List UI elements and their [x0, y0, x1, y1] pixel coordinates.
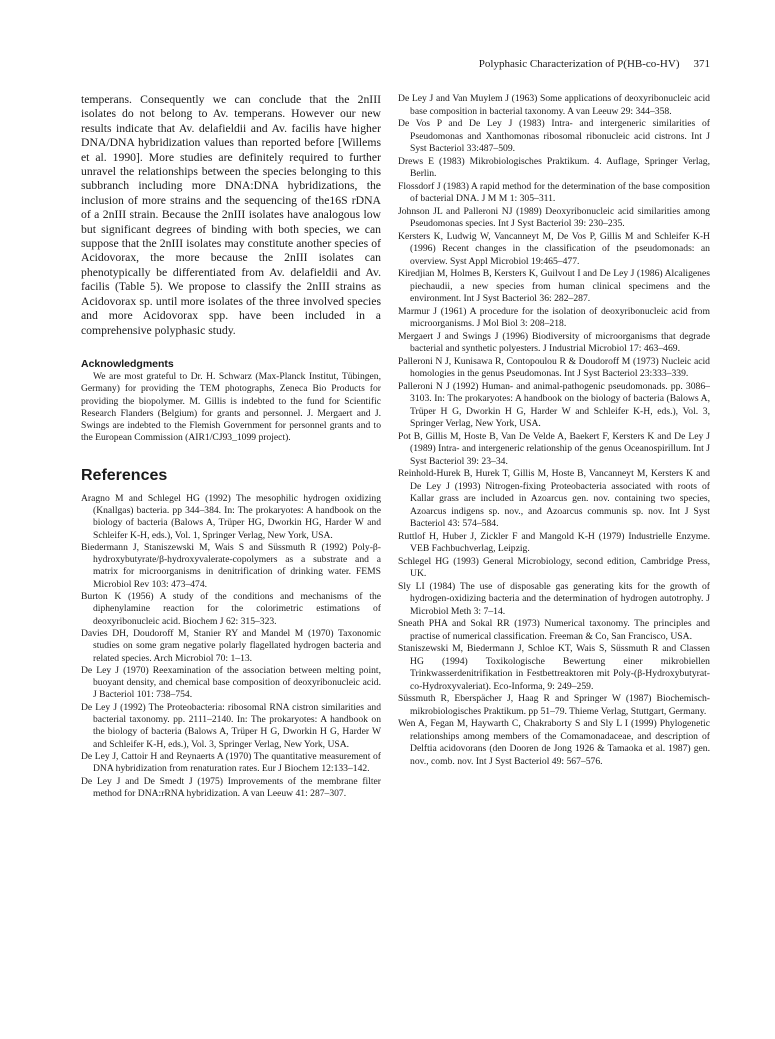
acknowledgments-text: We are most grateful to Dr. H. Schwarz (Max-Planck Institut, Tübingen, Germany) for providing the TEM photographs, Zeneca Bio Products for providing the biopolymer. M. Gillis is indebted to the fund for Scientific Research Flanders (Belgium) for grants and personnel. J. Mergaert and J. Swings are indebted to the Flemish Government for personnel grants and to the European Commission (AIR1/CJ93_1099 project).: [81, 370, 381, 444]
reference-entry: Burton K (1956) A study of the conditions and mechanisms of the diphenylamine reaction for the colorimetric estimations of deoxyribonucleic acid. Biochem J 62: 315–323.: [81, 591, 381, 627]
reference-entry: Kersters K, Ludwig W, Vancanneyt M, De Vos P, Gillis M and Schleifer K-H (1996) Recent changes in the classification of the pseudomonads: an overview. Syst Appl Microbiol 19:465–477.: [398, 230, 710, 267]
reference-entry: Biedermann J, Staniszewski M, Wais S and Süssmuth R (1992) Poly-β-hydroxybutyrate/β-hydroxyvalerate-copolymers as a substrate and a matrix for microorganisms in denitrification of drinking water. FEMS Microbiol Rev 103: 473–474.: [81, 541, 381, 590]
reference-entry: De Ley J and Van Muylem J (1963) Some applications of deoxyribonucleic acid base composition in bacterial taxonomy. A van Leeuw 29: 344–358.: [398, 93, 710, 117]
running-title: Polyphasic Characterization of P(HB-co-HV): [478, 58, 680, 70]
reference-entry: Wen A, Fegan M, Haywarth C, Chakraborty S and Sly L I (1999) Phylogenetic relationships among members of the Comamonadaceae, and description of Delftia acidovorans (den Dooren de Jong 1926 & Tamaoka et al. 1987) gen. nov., comb. nov. Int J Syst Bacteriol 49: 567–576.: [398, 718, 710, 767]
reference-entry: Palleroni N J, Kunisawa R, Contopoulou R & Doudoroff M (1973) Nucleic acid homologies in the genus Pseudomonas. Int J Syst Bacteriol 23:333–339.: [398, 355, 710, 379]
reference-entry: De Vos P and De Ley J (1983) Intra- and intergeneric similarities of Pseudomonas and Xanthomonas ribosomal ribonucleic acid cistrons. Int J Syst Bacteriol 33:487–509.: [398, 118, 710, 154]
discussion-paragraph: temperans. Consequently we can conclude that the 2nIII isolates do not belong to Av. temperans. However our new results indicate that Av. delafieldii and Av. facilis have higher DNA/DNA hybridization values than reported before [Willems et al. 1990]. More studies are definitely required to further unravel the relationships between the species belonging to this subbranch including more DNA:DNA hybridizations, the inclusion of more strains and the sequencing of the16S rDNA of a 2nIII strain. Because the 2nIII isolates have analogous low but significant degrees of binding with both species, we can suppose that the 2nIII isolates may constitute another species of Acidovorax, the more because the 2nIII isolates can phenotypically be differentiated from Av. delafieldii and Av. facilis (Table 5). We propose to classify the 2nIII strains as Acidovorax sp. until more isolates of the three involved species and more Acidovorax spp. have been included in a comprehensive polyphasic study.: [81, 93, 381, 337]
reference-entry: Mergaert J and Swings J (1996) Biodiversity of microorganisms that degrade bacterial and synthetic polyesters. J Industrial Microbiol 17: 463–469.: [398, 330, 710, 354]
references-heading: References: [81, 466, 168, 484]
reference-entry: Süssmuth R, Eberspächer J, Haag R and Springer W (1987) Biochemisch-mikrobiologisches Praktikum. pp 51–79. Thieme Verlag, Stuttgart, Germany.: [398, 693, 710, 717]
reference-entry: Ruttlof H, Huber J, Zickler F and Mangold K-H (1979) Industrielle Enzyme. VEB Fachbuchverlag, Leipzig.: [398, 530, 710, 554]
reference-entry: Sneath PHA and Sokal RR (1973) Numerical taxonomy. The principles and practise of numerical classification. Freeman & Co, San Francisco, USA.: [398, 618, 710, 642]
reference-entry: De Ley J and De Smedt J (1975) Improvements of the membrane filter method for DNA:rRNA hybridization. A van Leeuw 41: 287–307.: [81, 775, 381, 799]
right-column: [398, 93, 710, 768]
reference-entry: De Ley J (1970) Reexamination of the association between melting point, buoyant density, and chemical base composition of deoxyribonucleic acid. J Bacteriol 101: 738–754.: [81, 664, 381, 701]
reference-list-right: [398, 93, 710, 768]
reference-entry: Marmur J (1961) A procedure for the isolation of deoxyribonucleic acid from microorganisms. J Mol Biol 3: 208–218.: [398, 305, 710, 329]
page-number: 371: [693, 58, 710, 70]
reference-list-left: [81, 493, 381, 800]
reference-entry: Kiredjian M, Holmes B, Kersters K, Guilvout I and De Ley J (1986) Alcaligenes piechaudii, a new species from human clinical specimens and the environment. Int J Syst Bacteriol 36: 282–287.: [398, 268, 710, 304]
reference-entry: De Ley J (1992) The Proteobacteria: ribosomal RNA cistron similarities and bacterial taxonomy. pp. 2111–2140. In: The prokaryotes: A handbook on the biology of bacteria (Balows A, Trüper H G, Dworkin H G, Harder W and Schleifer K-H, eds.), Vol. 3, Springer Verlag, New York, USA.: [81, 701, 381, 750]
reference-entry: Staniszewski M, Biedermann J, Schloe KT, Wais S, Süssmuth R and Classen HG (1994) Toxikologische Bewertung einer mikrobiellen Trinkwasserdenitrifikation in Festbettreaktoren mit Poly-(β-Hydroxybutyrat-co-Hydroxyvaleriat). Eco-Informa, 9: 249–259.: [398, 643, 710, 692]
reference-entry: Palleroni N J (1992) Human- and animal-pathogenic pseudomonads. pp. 3086–3103. In: The prokaryotes: A handbook on the biology of bacteria (Balows A, Trüper H G, Dworkin H G, Harder W and Schleifer K-H, eds.), Vol. 3, Springer Verlag, New York, USA.: [398, 380, 710, 429]
acknowledgments-heading: Acknowledgments: [81, 357, 174, 370]
reference-entry: Schlegel HG (1993) General Microbiology, second edition, Cambridge Press, UK.: [398, 555, 710, 579]
reference-entry: De Ley J, Cattoir H and Reynaerts A (1970) The quantitative measurement of DNA hybridization from renaturation rates. Eur J Biochem 12:133–142.: [81, 750, 381, 775]
reference-entry: Johnson JL and Palleroni NJ (1989) Deoxyribonucleic acid similarities among Pseudomonas species. Int J Syst Bacteriol 39: 230–235.: [398, 205, 710, 229]
reference-entry: Drews E (1983) Mikrobiologisches Praktikum. 4. Auflage, Springer Verlag, Berlin.: [398, 155, 710, 179]
running-header: [400, 58, 710, 70]
reference-entry: Flossdorf J (1983) A rapid method for the determination of the base composition of bacterial DNA. J M M 1: 305–311.: [398, 180, 710, 204]
reference-entry: Pot B, Gillis M, Hoste B, Van De Velde A, Baekert F, Kersters K and De Ley J (1989) Intra- and intergeneric relationship of the genus Oceanospirillum. Int J Syst Bacteriol 39: 23–34.: [398, 430, 710, 467]
left-column: [81, 93, 381, 800]
reference-entry: Aragno M and Schlegel HG (1992) The mesophilic hydrogen oxidizing (Knallgas) bacteria. pp 344–384. In: The prokaryotes: A handbook on the biology of bacteria (Balows A, Trüper HG, Dworkin HG, Harder W and Schleifer K-H, eds.), Vol. 1, Springer Verlag, New York, USA.: [81, 492, 381, 541]
reference-entry: Reinhold-Hurek B, Hurek T, Gillis M, Hoste B, Vancanneyt M, Kersters K and De Ley J (1993) Nitrogen-fixing Proteobacteria associated with roots of Kallar grass are included in Azoarcus gen. nov. containing two species, Azoarcus indigens sp. nov., and Azoarcus communis sp. nov. Int J Syst Bacteriol 43: 574–584.: [398, 468, 710, 529]
reference-entry: Sly LI (1984) The use of disposable gas generating kits for the growth of hydrogen-oxidizing bacteria and the determination of hydrogen autotrophy. J Microbiol Meth 3: 7–14.: [398, 580, 710, 617]
reference-entry: Davies DH, Doudoroff M, Stanier RY and Mandel M (1970) Taxonomic studies on some gram negative polarly flagellated hydrogen bacteria and related species. Arch Microbiol 70: 1–13.: [81, 627, 381, 664]
